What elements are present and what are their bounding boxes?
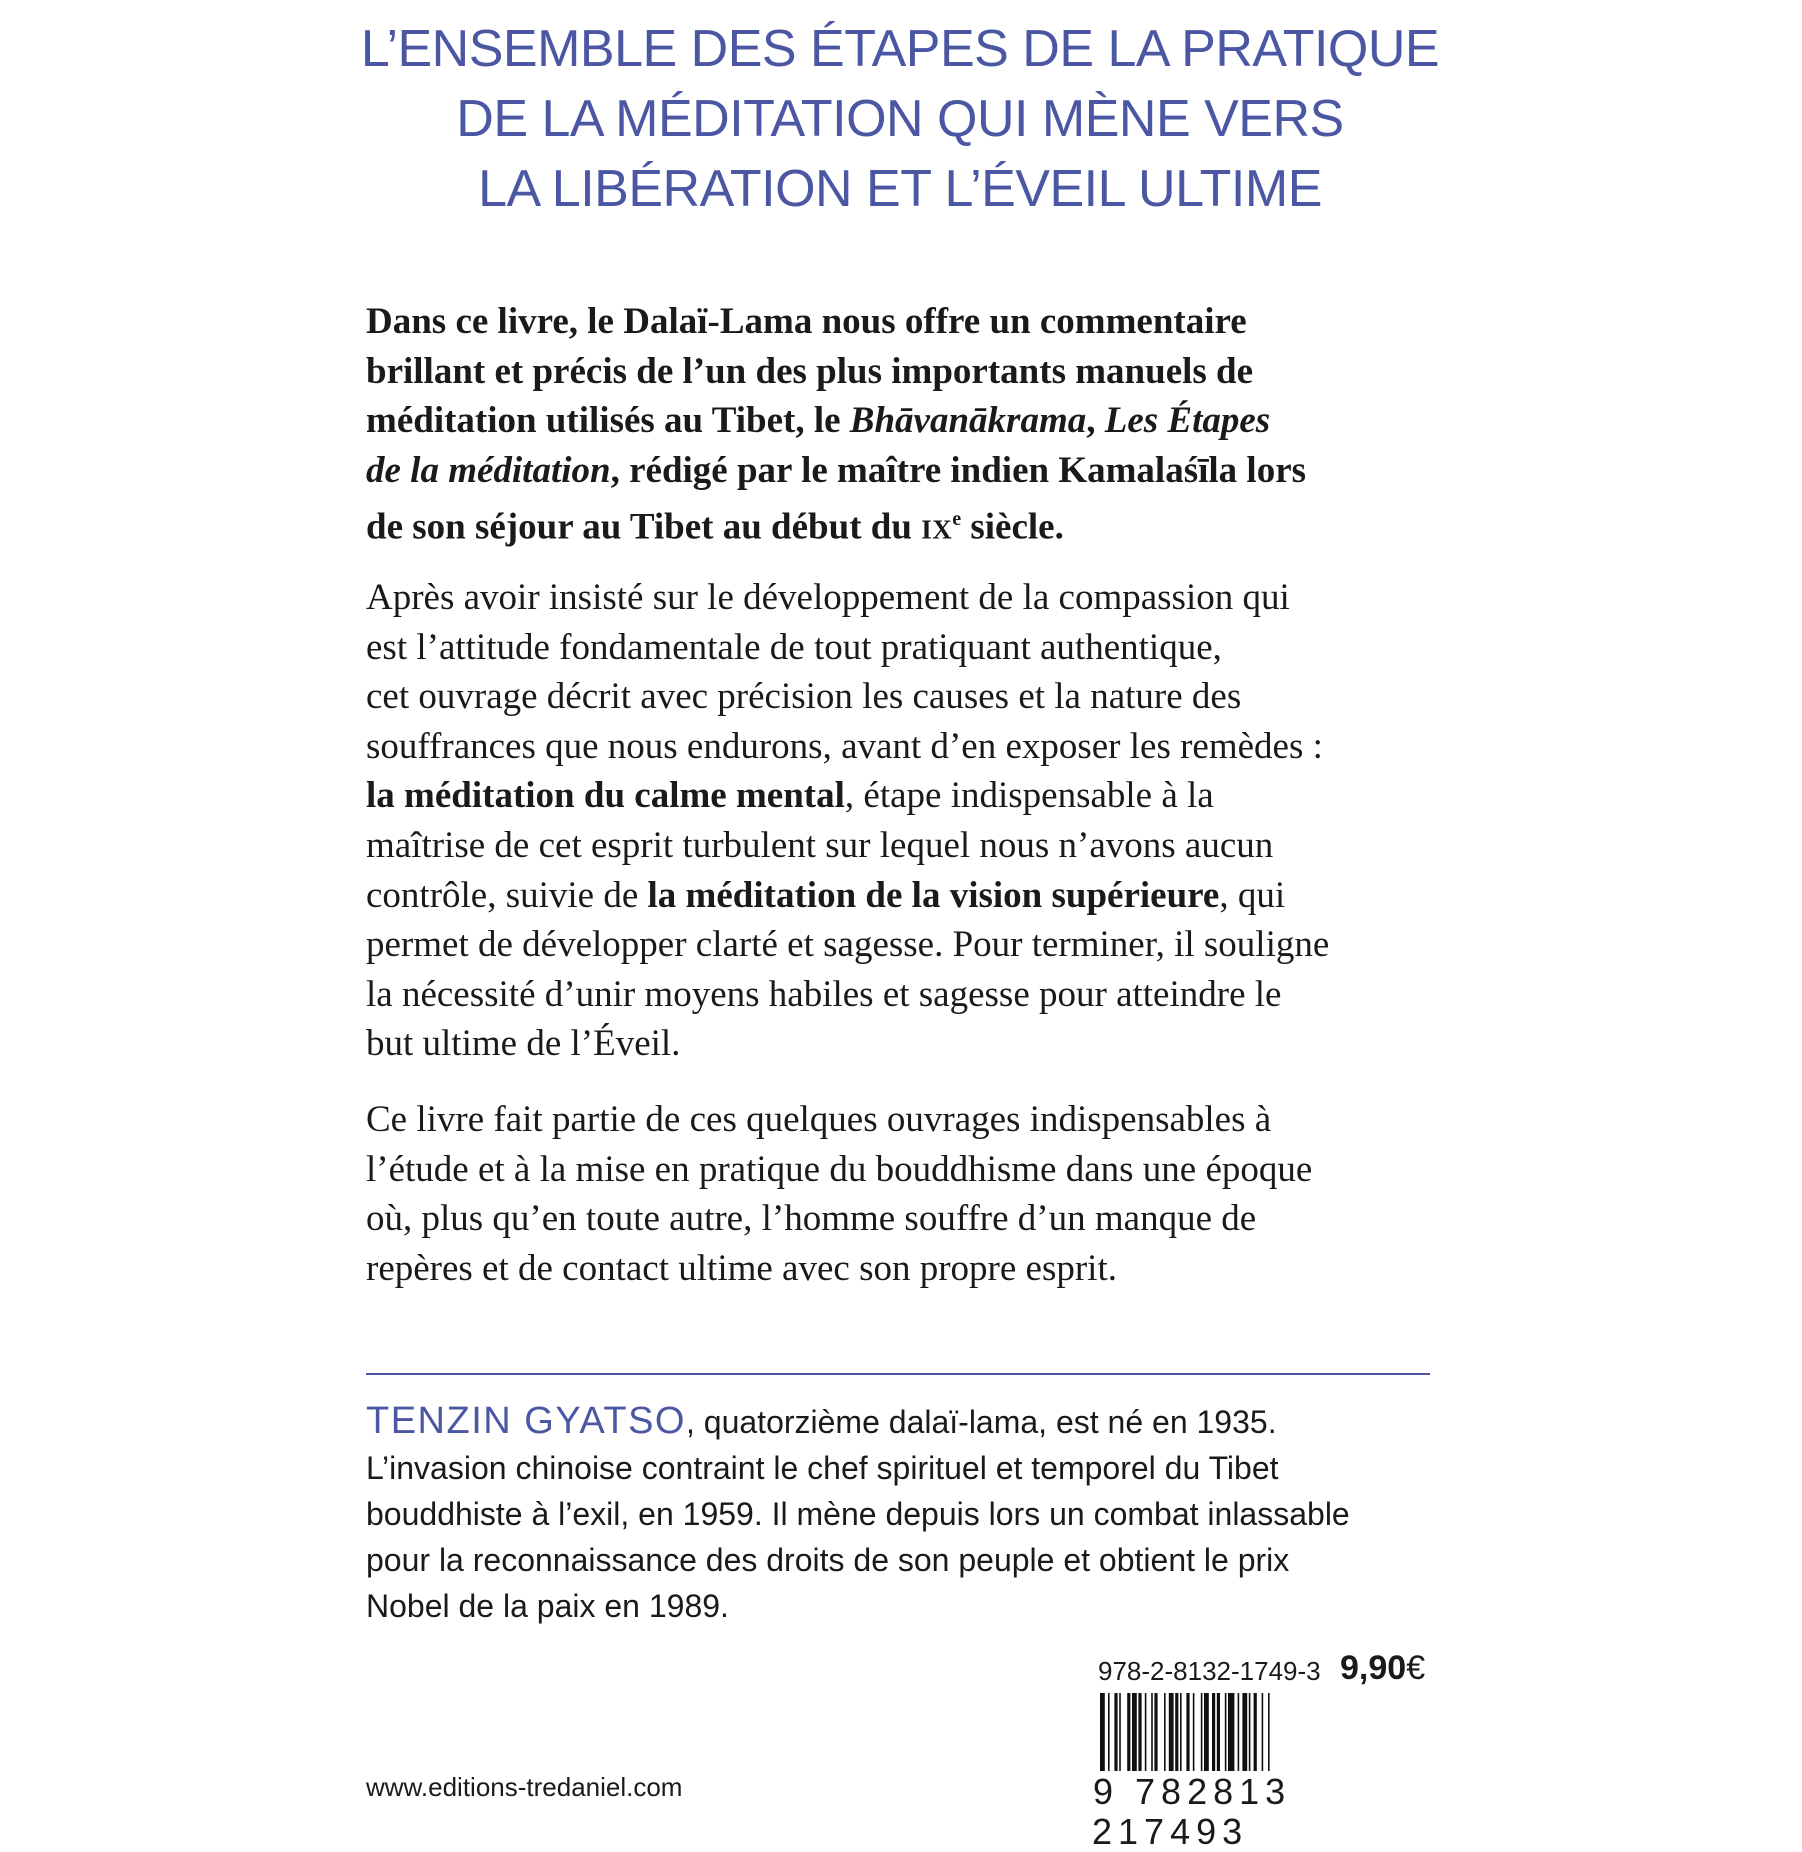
lead-line-3 xyxy=(366,396,1430,446)
paragraph-3 xyxy=(366,1095,1430,1293)
title-line-1: L’ENSEMBLE DES ÉTAPES DE LA PRATIQUE xyxy=(360,20,1440,78)
p2-line-1: Après avoir insisté sur le développement de la compassion qui xyxy=(366,577,1290,618)
p2-line-5 xyxy=(366,771,1430,821)
p2-line-2: est l’attitude fondamentale de tout pratiquant authentique, xyxy=(366,626,1222,668)
lead-line-4b: , rédigé par le maître indien Kamalaśīla lors xyxy=(610,449,1307,491)
p3-line-4: repères et de contact ultime avec son propre esprit. xyxy=(366,1247,1117,1289)
book-french-title-2: de la méditation xyxy=(366,449,611,491)
title-line-2: DE LA MÉDITATION QUI MÈNE VERS xyxy=(456,90,1344,148)
p3-line-1: Ce livre fait partie de ces quelques ouvrages indispensables à xyxy=(366,1099,1272,1140)
lead-line-1: Dans ce livre, le Dalaï-Lama nous offre un commentaire xyxy=(366,301,1247,342)
price-currency: € xyxy=(1406,1649,1426,1687)
publisher-website: www.editions-tredaniel.com xyxy=(366,1772,683,1802)
p2-line-7 xyxy=(366,871,1430,921)
bio-line-3: bouddhiste à l’exil, en 1959. Il mène depuis lors un combat inlassable xyxy=(366,1496,1350,1532)
p3-line-3: où, plus qu’en toute autre, l’homme souffre d’un manque de xyxy=(366,1198,1257,1240)
bio-line-1 xyxy=(366,1398,1430,1445)
p2-line-6: maîtrise de cet esprit turbulent sur lequel nous n’avons aucun xyxy=(366,824,1274,866)
price-value: 9,90 xyxy=(1340,1649,1407,1687)
p2-line-10: but ultime de l’Éveil. xyxy=(366,1023,681,1065)
p2-line-9: la nécessité d’unir moyens habiles et sagesse pour atteindre le xyxy=(366,973,1282,1015)
p2-line-8: permet de développer clarté et sagesse. Pour terminer, il souligne xyxy=(366,924,1330,966)
author-name: TENZIN GYATSO xyxy=(366,1400,686,1442)
lead-line-2: brillant et précis de l’un des plus importants manuels de xyxy=(366,350,1254,392)
title-line-3: LA LIBÉRATION ET L’ÉVEIL ULTIME xyxy=(478,160,1322,218)
book-title xyxy=(300,14,1500,224)
price xyxy=(1340,1649,1425,1688)
book-original-title: Bhāvanākrama xyxy=(849,400,1087,442)
p2-line-5b: , étape indispensable à la xyxy=(844,775,1214,817)
isbn: 978-2-8132-1749-3 xyxy=(1098,1656,1321,1686)
paragraph-2 xyxy=(366,573,1430,1069)
lead-line-3c: , xyxy=(1086,400,1105,442)
bio-line-2: L’invasion chinoise contraint le chef spirituel et temporel du Tibet xyxy=(366,1450,1279,1486)
p2-line-3: cet ouvrage décrit avec précision les causes et la nature des xyxy=(366,676,1242,718)
p2-line-7a: contrôle, suivie de xyxy=(366,874,648,916)
p2-emphasis-2: la méditation de la vision supérieure xyxy=(647,874,1220,916)
barcode-number: 9 782813 217493 xyxy=(1092,1771,1292,1852)
century-suffix: e xyxy=(952,508,962,531)
lead-line-5a: de son séjour au Tibet au début du xyxy=(366,506,922,548)
lead-paragraph xyxy=(366,297,1430,555)
author-bio xyxy=(366,1398,1430,1629)
p3-line-2: l’étude et à la mise en pratique du bouddhisme dans une époque xyxy=(366,1148,1313,1190)
lead-line-5d: siècle. xyxy=(961,506,1064,548)
bio-line-1b: , quatorzième dalaï-lama, est né en 1935. xyxy=(686,1404,1277,1440)
book-french-title-1: Les Étapes xyxy=(1104,400,1271,442)
bio-line-5: Nobel de la paix en 1989. xyxy=(366,1588,729,1624)
bio-line-4: pour la reconnaissance des droits de son peuple et obtient le prix xyxy=(366,1542,1290,1578)
p2-line-7c: , qui xyxy=(1219,874,1286,916)
lead-line-5 xyxy=(366,495,1430,555)
lead-line-3a: méditation utilisés au Tibet, le xyxy=(366,400,850,442)
century-numeral: IX xyxy=(921,514,953,545)
p2-emphasis-1: la méditation du calme mental xyxy=(366,775,845,817)
section-divider xyxy=(366,1373,1430,1375)
p2-line-4: souffrances que nous endurons, avant d’en exposer les remèdes : xyxy=(366,725,1323,767)
lead-line-4 xyxy=(366,446,1430,496)
barcode-digits xyxy=(1092,1772,1437,1852)
